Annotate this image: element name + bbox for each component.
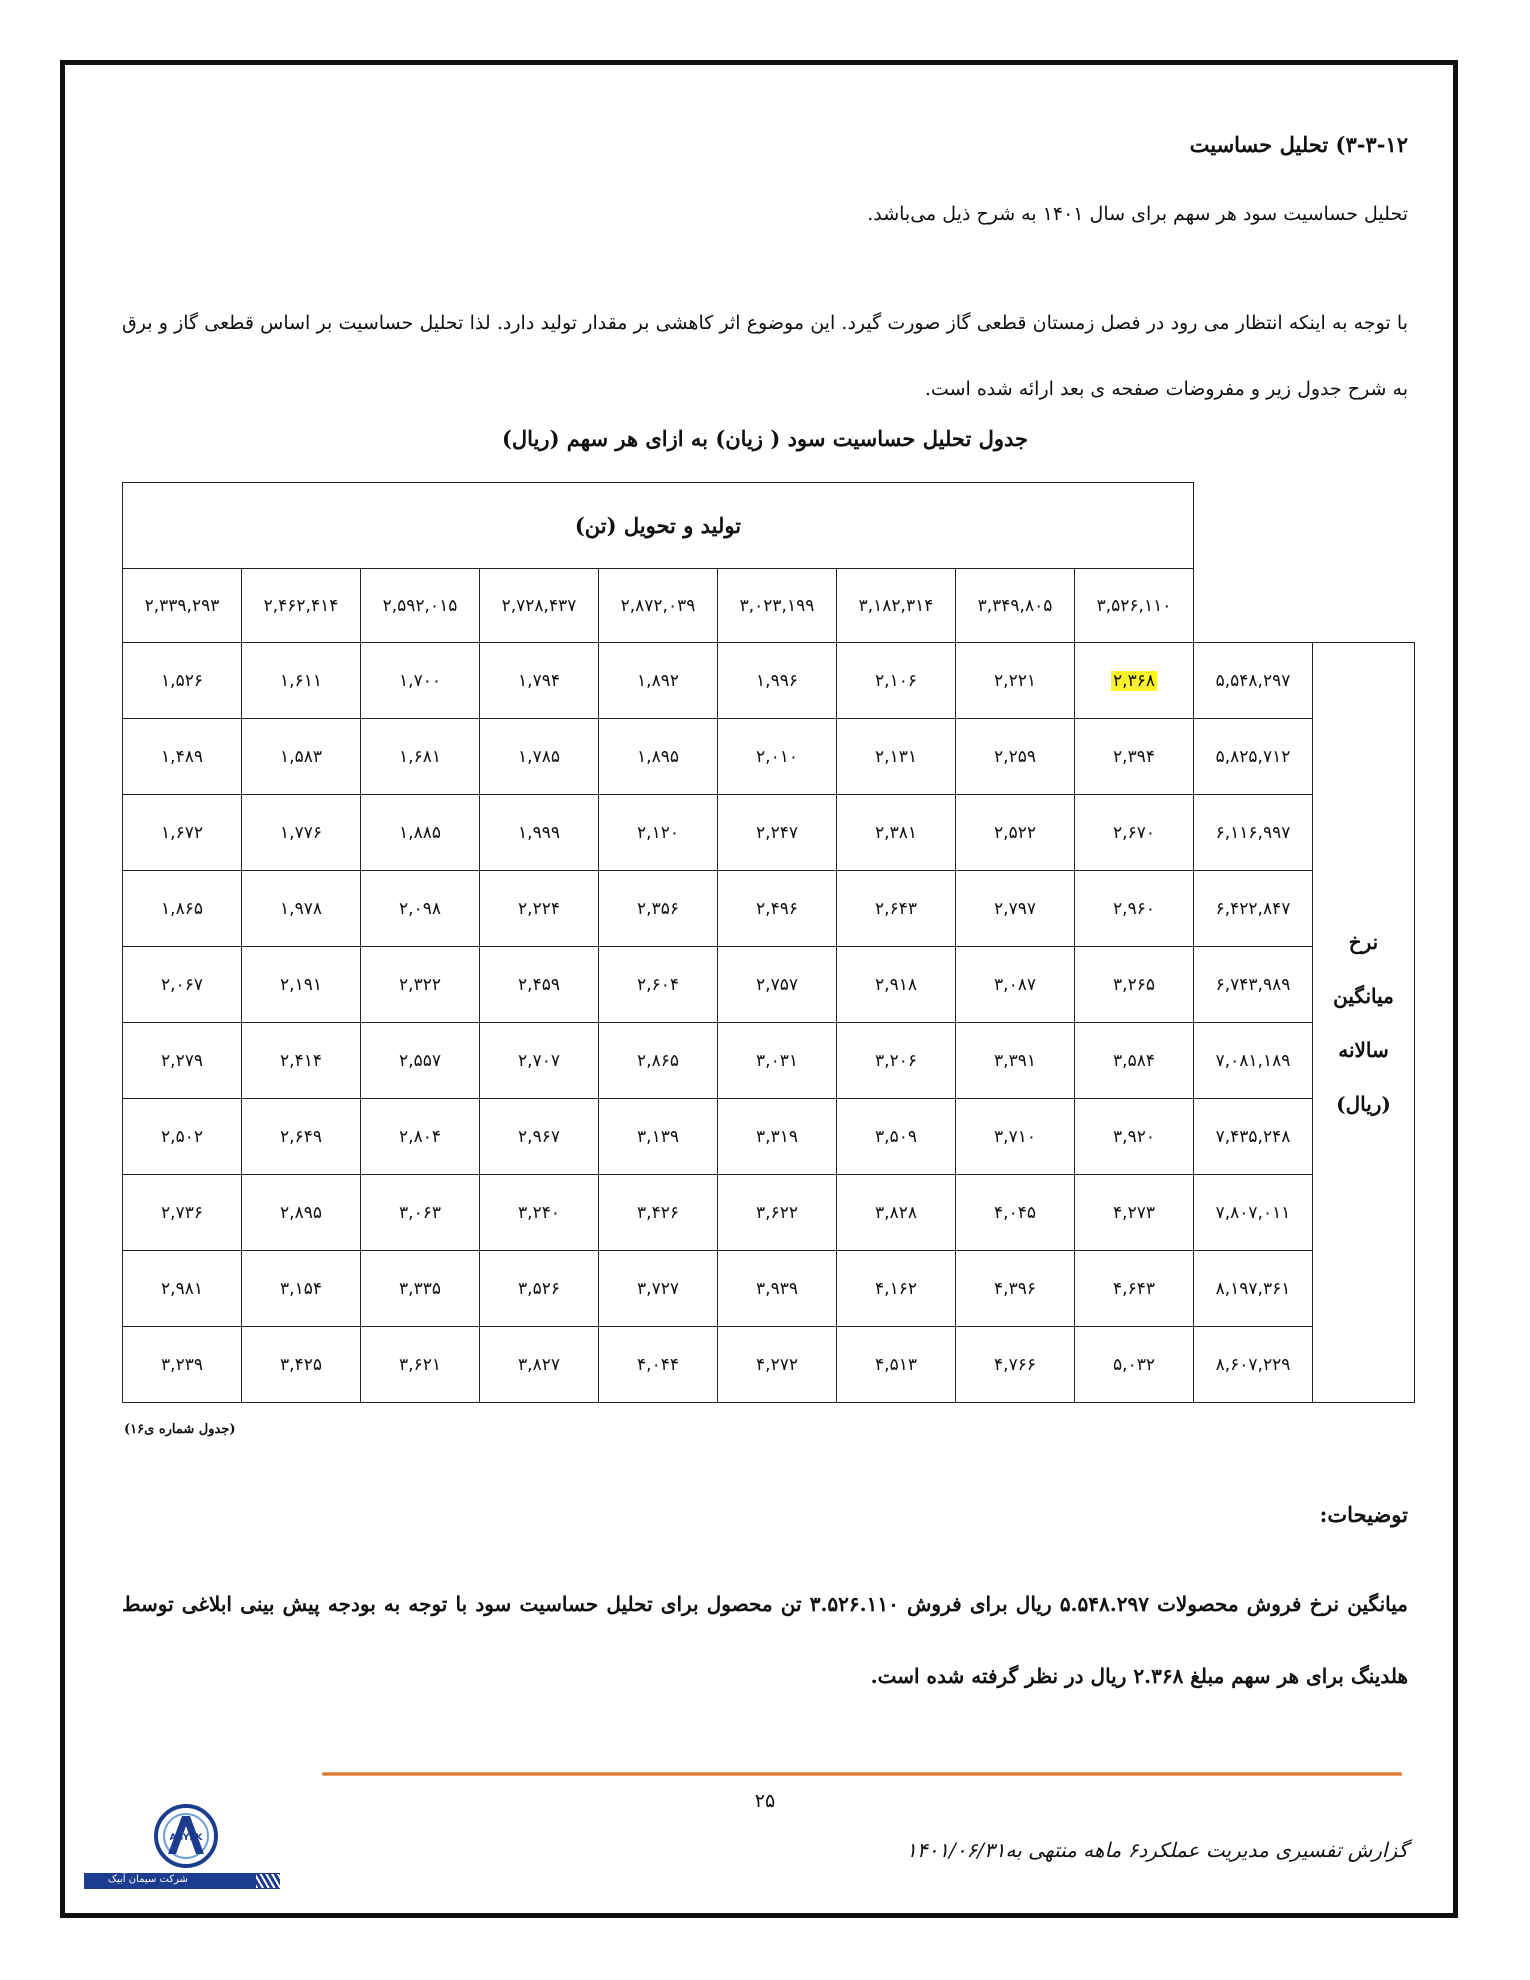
eps-cell: ۲,۷۰۷ (480, 1023, 599, 1099)
rate-cell: ۶,۴۲۲,۸۴۷ (1194, 871, 1313, 947)
eps-cell: ۳,۹۲۰ (1075, 1099, 1194, 1175)
rate-cell: ۷,۸۰۷,۰۱۱ (1194, 1175, 1313, 1251)
eps-cell: ۳,۱۳۹ (599, 1099, 718, 1175)
eps-cell: ۱,۶۱۱ (242, 643, 361, 719)
eps-cell: ۱,۸۶۵ (123, 871, 242, 947)
eps-cell: ۲,۸۰۴ (361, 1099, 480, 1175)
eps-cell: ۱,۷۷۶ (242, 795, 361, 871)
quantity-header-cell: ۳,۵۲۶,۱۱۰ (1075, 569, 1194, 643)
eps-cell: ۱,۹۷۸ (242, 871, 361, 947)
logo-mark-text: ABYEK (169, 1833, 203, 1843)
quantity-header-cell: ۲,۴۶۲,۴۱۴ (242, 569, 361, 643)
rate-cell: ۶,۷۴۳,۹۸۹ (1194, 947, 1313, 1023)
footer-report-title: گزارش تفسیری مدیریت عملکرد۶ ماهه منتهی به۱۴۰۱/۰۶/۳۱ (906, 1838, 1408, 1862)
eps-cell: ۳,۷۲۷ (599, 1251, 718, 1327)
eps-cell: ۲,۹۶۷ (480, 1099, 599, 1175)
eps-cell: ۲,۳۸۱ (837, 795, 956, 871)
eps-cell: ۴,۰۴۴ (599, 1327, 718, 1403)
eps-cell: ۳,۵۲۶ (480, 1251, 599, 1327)
eps-cell: ۲,۱۰۶ (837, 643, 956, 719)
table-row (123, 643, 1415, 719)
footer-accent-line (322, 1772, 1402, 1776)
eps-cell: ۴,۳۹۶ (956, 1251, 1075, 1327)
eps-cell: ۲,۳۲۲ (361, 947, 480, 1023)
table-row (123, 871, 1415, 947)
company-logo-icon (146, 1800, 226, 1872)
eps-cell (1075, 643, 1194, 719)
intro-paragraph: تحلیل حساسیت سود هر سهم برای سال ۱۴۰۱ به شرح ذیل می‌باشد. (867, 203, 1408, 225)
eps-cell: ۴,۵۱۳ (837, 1327, 956, 1403)
eps-cell: ۲,۹۶۰ (1075, 871, 1194, 947)
eps-cell: ۱,۸۹۲ (599, 643, 718, 719)
eps-cell: ۴,۰۴۵ (956, 1175, 1075, 1251)
eps-cell: ۳,۳۱۹ (718, 1099, 837, 1175)
eps-cell: ۴,۲۷۳ (1075, 1175, 1194, 1251)
eps-cell: ۱,۵۸۳ (242, 719, 361, 795)
eps-cell: ۲,۲۲۴ (480, 871, 599, 947)
rate-cell: ۵,۵۴۸,۲۹۷ (1194, 643, 1313, 719)
eps-cell: ۱,۴۸۹ (123, 719, 242, 795)
eps-cell: ۱,۷۰۰ (361, 643, 480, 719)
context-paragraph: با توجه به اینکه انتظار می رود در فصل زمستان قطعی گاز صورت گیرد. این موضوع اثر کاهشی بر مقدار تولید دارد. لذا تحلیل حساسیت بر اساس قطعی گاز و برق به شرح جدول زیر و مفروضات صفحه ی بعد ارائه شده است. (122, 312, 1408, 400)
rate-cell: ۸,۶۰۷,۲۲۹ (1194, 1327, 1313, 1403)
eps-cell: ۳,۹۳۹ (718, 1251, 837, 1327)
eps-cell: ۲,۷۵۷ (718, 947, 837, 1023)
table-row (123, 719, 1415, 795)
eps-cell: ۳,۰۸۷ (956, 947, 1075, 1023)
quantity-header-cell: ۲,۷۲۸,۴۳۷ (480, 569, 599, 643)
quantity-header-cell: ۳,۳۴۹,۸۰۵ (956, 569, 1075, 643)
quantity-header-cell: ۲,۳۳۹,۲۹۳ (123, 569, 242, 643)
table-body (123, 643, 1415, 1403)
eps-cell: ۳,۶۲۲ (718, 1175, 837, 1251)
eps-cell: ۱,۶۸۱ (361, 719, 480, 795)
rate-cell: ۶,۱۱۶,۹۹۷ (1194, 795, 1313, 871)
sensitivity-table (122, 482, 1415, 1403)
table-row (123, 1251, 1415, 1327)
table-row (123, 1099, 1415, 1175)
eps-cell: ۳,۲۴۰ (480, 1175, 599, 1251)
eps-cell: ۳,۳۳۵ (361, 1251, 480, 1327)
eps-cell: ۲,۱۲۰ (599, 795, 718, 871)
eps-cell: ۳,۲۶۵ (1075, 947, 1194, 1023)
eps-cell: ۲,۲۷۹ (123, 1023, 242, 1099)
quantity-header-cell: ۳,۰۲۳,۱۹۹ (718, 569, 837, 643)
eps-cell: ۵,۰۳۲ (1075, 1327, 1194, 1403)
eps-cell: ۳,۴۲۶ (599, 1175, 718, 1251)
quantity-header-row (123, 569, 1415, 643)
eps-cell: ۲,۴۵۹ (480, 947, 599, 1023)
eps-cell: ۲,۱۹۱ (242, 947, 361, 1023)
eps-cell: ۳,۴۲۵ (242, 1327, 361, 1403)
notes-body: میانگین نرخ فروش محصولات ۵.۵۴۸.۲۹۷ ریال برای فروش ۳.۵۲۶.۱۱۰ تن محصول برای تحلیل حساسیت سود با توجه به بودجه پیش بینی ابلاغی توسط هلدینگ برای هر سهم مبلغ ۲.۳۶۸ ریال در نظر گرفته شده است. (122, 1592, 1408, 1688)
eps-cell: ۲,۳۵۶ (599, 871, 718, 947)
eps-cell: ۳,۸۲۸ (837, 1175, 956, 1251)
eps-cell: ۲,۰۹۸ (361, 871, 480, 947)
eps-cell: ۳,۰۳۱ (718, 1023, 837, 1099)
eps-cell: ۱,۹۹۹ (480, 795, 599, 871)
eps-cell: ۲,۷۹۷ (956, 871, 1075, 947)
table-row (123, 947, 1415, 1023)
eps-cell: ۲,۰۶۷ (123, 947, 242, 1023)
eps-cell: ۲,۹۸۱ (123, 1251, 242, 1327)
rate-cell: ۷,۴۳۵,۲۴۸ (1194, 1099, 1313, 1175)
eps-cell: ۳,۶۲۱ (361, 1327, 480, 1403)
table-row (123, 1175, 1415, 1251)
table-caption: جدول تحلیل حساسیت سود ( زیان) به ازای هر سهم (ریال) (501, 426, 1029, 451)
eps-cell: ۲,۶۴۹ (242, 1099, 361, 1175)
table-row (123, 795, 1415, 871)
notes-title: توضیحات: (1319, 1502, 1408, 1527)
rate-row-label: نرخ میانگین سالانه (ریال) (1313, 643, 1415, 1403)
quantity-header-cell: ۲,۸۷۲,۰۳۹ (599, 569, 718, 643)
section-heading: ۳-۳-۱۲) تحلیل حساسیت (1189, 132, 1408, 157)
logo-hatch (256, 1874, 280, 1888)
eps-cell: ۳,۱۵۴ (242, 1251, 361, 1327)
eps-cell: ۲,۰۱۰ (718, 719, 837, 795)
eps-cell: ۲,۵۲۲ (956, 795, 1075, 871)
eps-cell: ۳,۰۶۳ (361, 1175, 480, 1251)
eps-cell: ۳,۵۰۹ (837, 1099, 956, 1175)
eps-cell: ۴,۱۶۲ (837, 1251, 956, 1327)
eps-cell: ۳,۲۳۹ (123, 1327, 242, 1403)
eps-cell: ۱,۷۸۵ (480, 719, 599, 795)
rate-cell: ۸,۱۹۷,۳۶۱ (1194, 1251, 1313, 1327)
table-row (123, 1023, 1415, 1099)
eps-cell: ۲,۴۱۴ (242, 1023, 361, 1099)
company-logo (84, 1800, 284, 1890)
eps-cell: ۱,۶۷۲ (123, 795, 242, 871)
eps-cell: ۲,۷۳۶ (123, 1175, 242, 1251)
eps-cell: ۲,۵۰۲ (123, 1099, 242, 1175)
eps-cell: ۲,۳۹۴ (1075, 719, 1194, 795)
eps-cell: ۲,۶۷۰ (1075, 795, 1194, 871)
rate-cell: ۵,۸۲۵,۷۱۲ (1194, 719, 1313, 795)
eps-cell: ۴,۶۴۳ (1075, 1251, 1194, 1327)
eps-cell: ۳,۷۱۰ (956, 1099, 1075, 1175)
eps-cell: ۴,۲۷۲ (718, 1327, 837, 1403)
eps-cell: ۲,۶۴۳ (837, 871, 956, 947)
eps-cell: ۱,۸۹۵ (599, 719, 718, 795)
table-number-note: (جدول شماره ی۱۶) (124, 1422, 236, 1437)
rate-cell: ۷,۰۸۱,۱۸۹ (1194, 1023, 1313, 1099)
page-number: ۲۵ (754, 1790, 776, 1812)
eps-cell: ۲,۸۹۵ (242, 1175, 361, 1251)
eps-cell: ۲,۲۵۹ (956, 719, 1075, 795)
eps-cell: ۳,۳۹۱ (956, 1023, 1075, 1099)
logo-brand-text: شرکت سیمان آبیک (108, 1874, 188, 1885)
quantity-header-cell: ۲,۵۹۲,۰۱۵ (361, 569, 480, 643)
eps-cell: ۲,۴۹۶ (718, 871, 837, 947)
table-row (123, 1327, 1415, 1403)
eps-cell: ۲,۲۲۱ (956, 643, 1075, 719)
eps-cell: ۱,۵۲۶ (123, 643, 242, 719)
eps-cell: ۲,۲۴۷ (718, 795, 837, 871)
eps-cell: ۲,۶۰۴ (599, 947, 718, 1023)
eps-cell: ۲,۸۶۵ (599, 1023, 718, 1099)
eps-cell: ۴,۷۶۶ (956, 1327, 1075, 1403)
eps-cell: ۱,۸۸۵ (361, 795, 480, 871)
eps-cell: ۳,۵۸۴ (1075, 1023, 1194, 1099)
quantity-header-cell: ۳,۱۸۲,۳۱۴ (837, 569, 956, 643)
production-header: تولید و تحویل (تن) (123, 483, 1194, 569)
eps-cell: ۲,۱۳۱ (837, 719, 956, 795)
highlighted-eps-value: ۲,۳۶۸ (1113, 670, 1155, 691)
eps-cell: ۱,۹۹۶ (718, 643, 837, 719)
eps-cell: ۲,۹۱۸ (837, 947, 956, 1023)
eps-cell: ۳,۲۰۶ (837, 1023, 956, 1099)
eps-cell: ۲,۵۵۷ (361, 1023, 480, 1099)
eps-cell: ۳,۸۲۷ (480, 1327, 599, 1403)
eps-cell: ۱,۷۹۴ (480, 643, 599, 719)
